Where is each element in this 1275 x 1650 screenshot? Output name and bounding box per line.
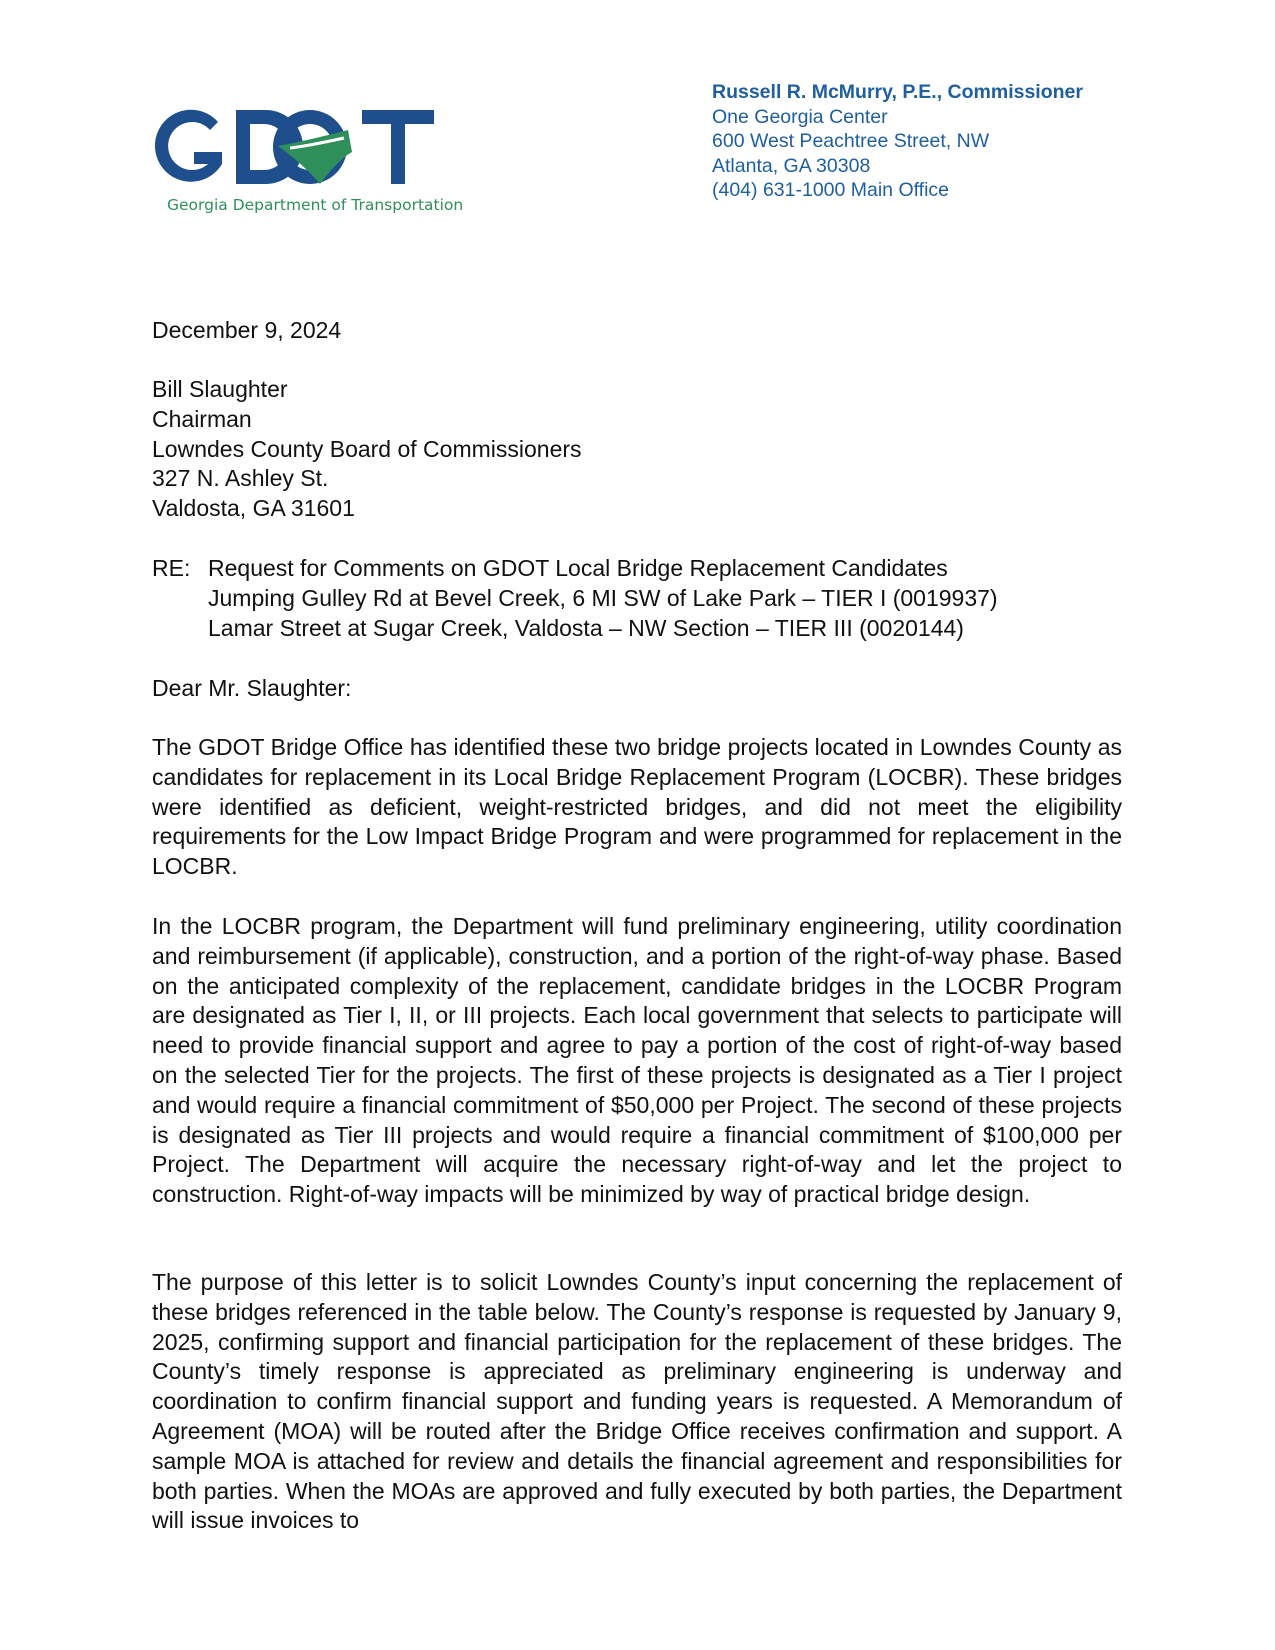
letterhead-line: 600 West Peachtree Street, NW bbox=[712, 130, 990, 152]
recipient-address bbox=[152, 375, 1122, 524]
subject-block bbox=[152, 554, 1122, 643]
letterhead-line: One Georgia Center bbox=[712, 105, 888, 128]
letter-date: December 9, 2024 bbox=[152, 317, 342, 343]
salutation: Dear Mr. Slaughter: bbox=[152, 675, 352, 701]
gdot-logo bbox=[150, 100, 485, 220]
subject-line: Jumping Gulley Rd at Bevel Creek, 6 MI SW of Lake Park – TIER I (0019937) bbox=[208, 584, 998, 611]
subject-line: Request for Comments on GDOT Local Bridge Replacement Candidates bbox=[208, 555, 948, 581]
body-paragraph: In the LOCBR program, the Department will fund preliminary engineering, utility coordination and reimbursement (if applicable), construction, and a portion of the right-of-way phase. Based on the anticipated complexity of the replacement, candidate bridges in the LOCBR Program are designated as Tier I, II, or III projects. Each local government that selects to participate will need to provide financial support and agree to pay a portion of the cost of right-of-way based on the selected Tier for the projects. The first of these projects is designated as a Tier I project and would require a financial commitment of $50,000 per Project. The second of these projects is designated as Tier III projects and would require a financial commitment of $100,000 per Project. The Department will acquire the necessary right-of-way and let the project to construction. Right-of-way impacts will be minimized by way of practical bridge design. bbox=[152, 913, 1122, 1208]
body-paragraph: The purpose of this letter is to solicit Lowndes County’s input concerning the replacement of these bridges referenced in the table below. The County’s response is requested by January 9, 2025, confirming support and financial participation for the replacement of these bridges. The County’s timely response is appreciated as preliminary engineering is underway and coordination to confirm financial support and funding years is requested. A Memorandum of Agreement (MOA) will be routed after the Bridge Office receives confirmation and support. A sample MOA is attached for review and details the financial agreement and responsibilities for both parties. When the MOAs are approved and fully executed by both parties, the Department will issue invoices to bbox=[152, 1269, 1122, 1534]
recipient-line: 327 N. Ashley St. bbox=[152, 465, 329, 492]
body-paragraph: The GDOT Bridge Office has identified these two bridge projects located in Lowndes County as candidates for replacement in its Local Bridge Replacement Program (LOCBR). These bridges were identified as deficient, weight-restricted bridges, and did not meet the eligibility requirements for the Low Impact Bridge Program and were programmed for replacement in the LOCBR. bbox=[152, 734, 1122, 880]
gdot-logo-mark bbox=[150, 100, 485, 195]
recipient-line: Lowndes County Board of Commissioners bbox=[152, 435, 582, 462]
logo-subtitle: Georgia Department of Transportation bbox=[167, 196, 464, 214]
recipient-line: Chairman bbox=[152, 405, 252, 432]
letterhead-line: (404) 631-1000 Main Office bbox=[712, 179, 950, 201]
logo-letter-t bbox=[362, 110, 434, 184]
recipient-line: Bill Slaughter bbox=[152, 376, 288, 402]
letterhead-line: Atlanta, GA 30308 bbox=[712, 154, 871, 177]
letterhead bbox=[712, 80, 1083, 203]
subject-line: Lamar Street at Sugar Creek, Valdosta – NW Section – TIER III (0020144) bbox=[208, 614, 964, 641]
commissioner-name: Russell R. McMurry, P.E., Commissioner bbox=[712, 81, 1083, 103]
logo-letter-g bbox=[155, 110, 222, 182]
subject-label: RE: bbox=[152, 555, 191, 581]
recipient-line: Valdosta, GA 31601 bbox=[152, 495, 355, 522]
subject-lines bbox=[208, 554, 998, 643]
